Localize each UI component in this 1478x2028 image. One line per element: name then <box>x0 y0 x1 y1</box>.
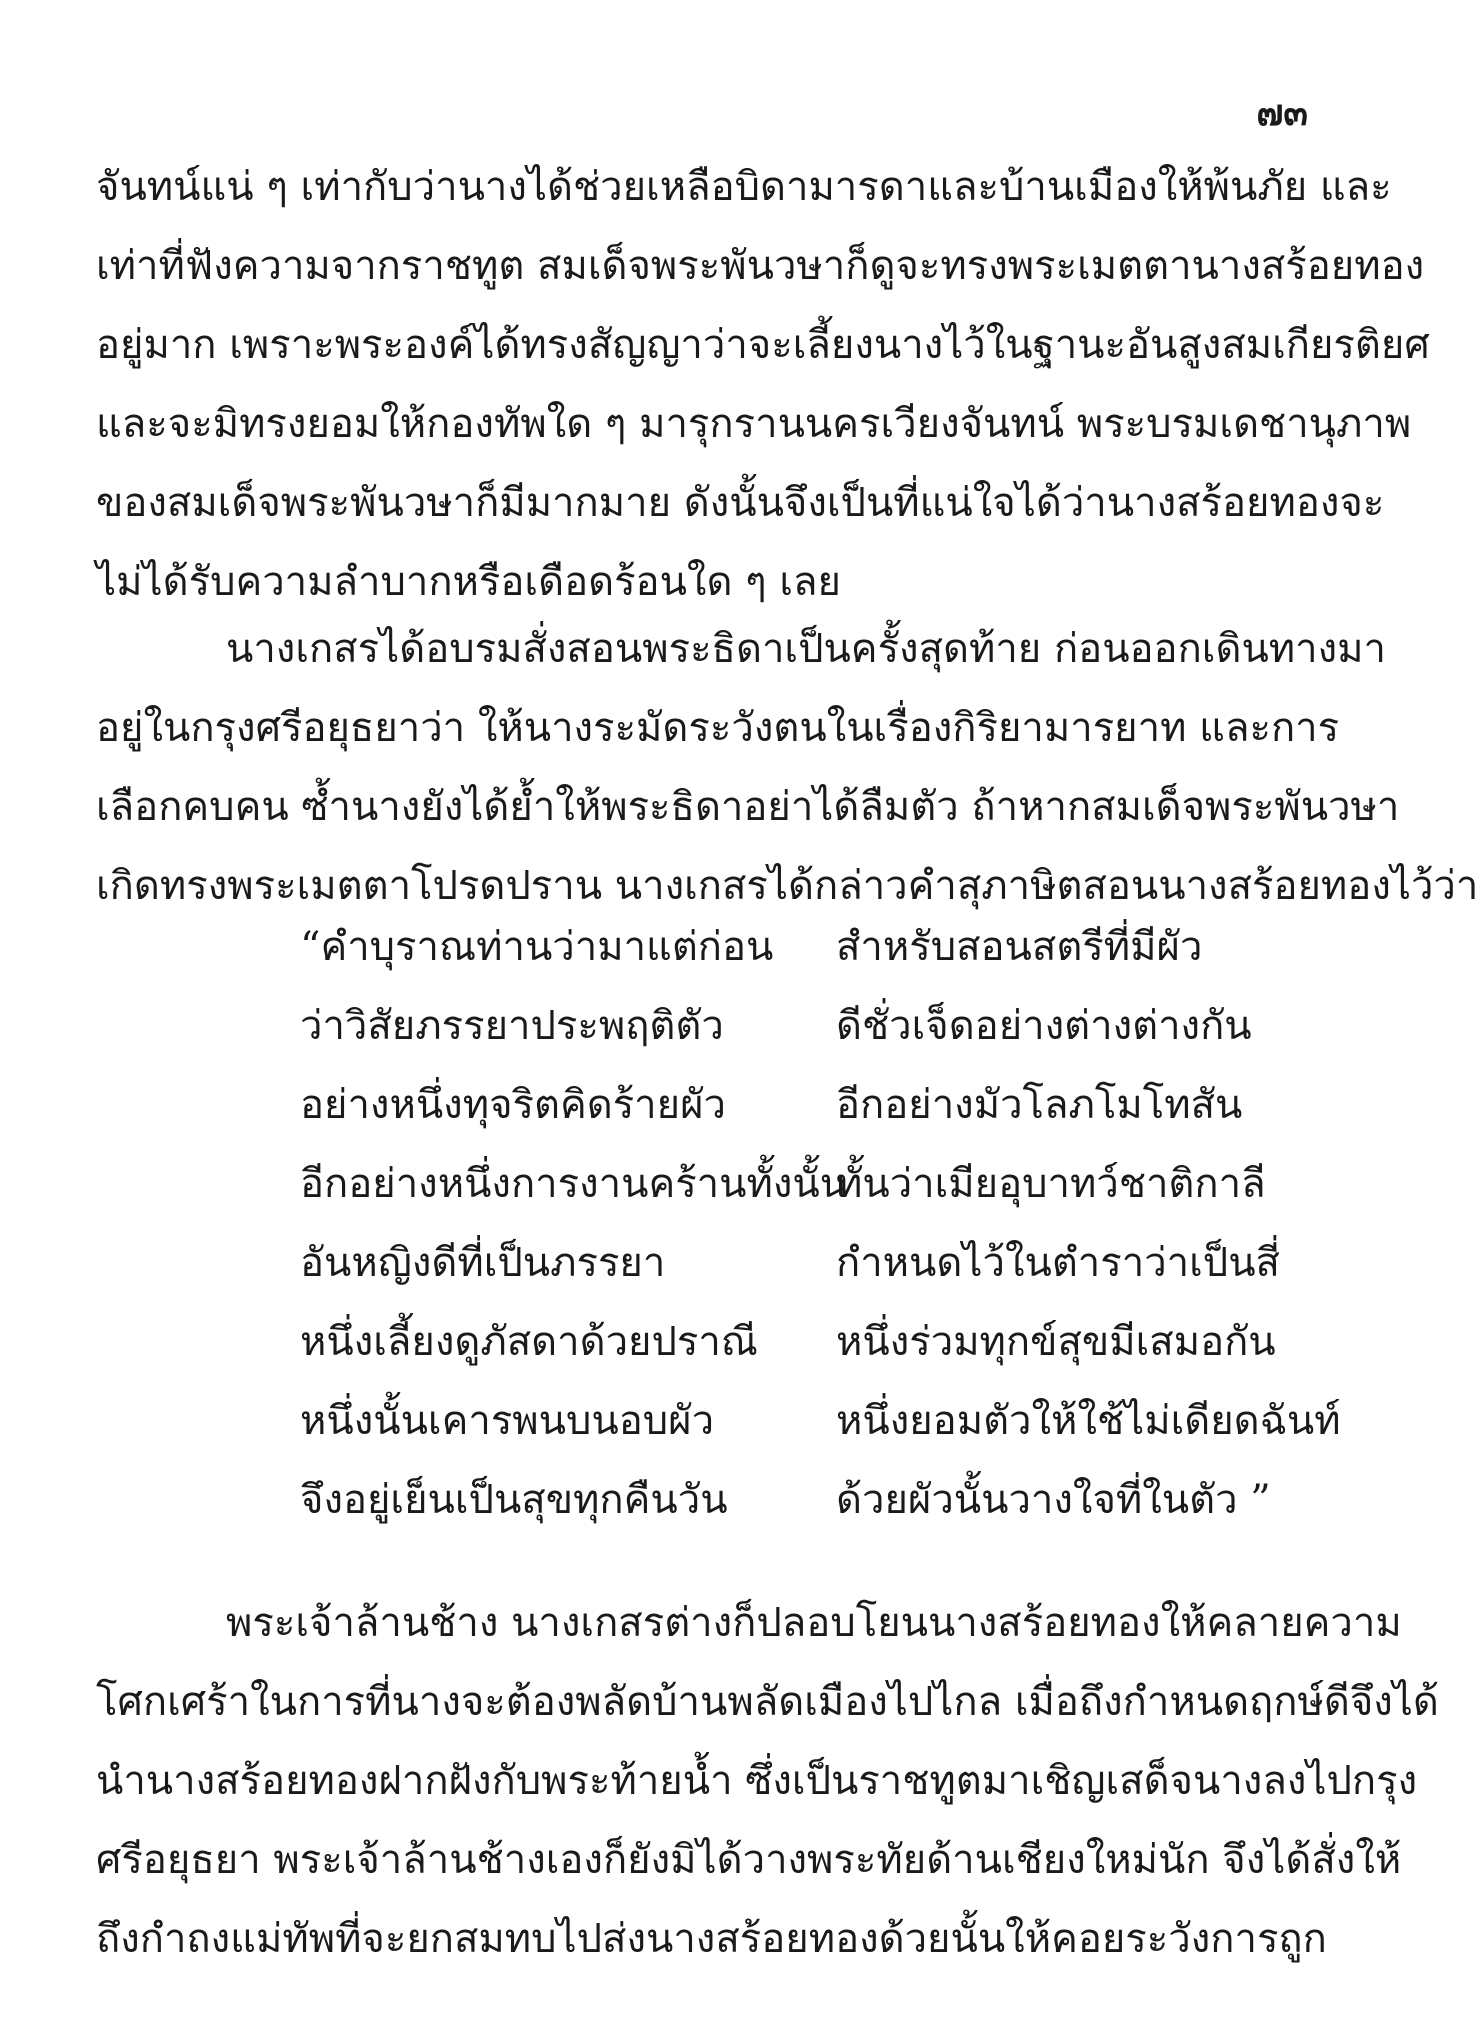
verse-block <box>300 906 1341 1538</box>
paragraph-2 <box>96 610 1478 926</box>
verse-second-half: ด้วยผัวนั้นวางใจที่ในตัว ” <box>836 1476 1271 1523</box>
verse-row <box>300 1380 1341 1459</box>
paragraph-line: ของสมเด็จพระพันวษาก็มีมากมาย ดังนั้นจึงเป็นที่แน่ใจได้ว่านางสร้อยทองจะ <box>96 480 1385 526</box>
verse-second-half: หนึ่งร่วมทุกข์สุขมีเสมอกัน <box>836 1318 1276 1365</box>
paragraph-line: เท่าที่ฟังความจากราชทูต สมเด็จพระพันวษาก็ดูจะทรงพระเมตตานางสร้อยทอง <box>96 243 1425 289</box>
verse-second-half: ดีชั่วเจ็ดอย่างต่างต่างกัน <box>836 1002 1252 1049</box>
paragraph-line: อยู่มาก เพราะพระองค์ได้ทรงสัญญาว่าจะเลี้ยงนางไว้ในฐานะอันสูงสมเกียรติยศ <box>96 322 1430 368</box>
verse-second-half: กำหนดไว้ในตำราว่าเป็นสี่ <box>836 1239 1280 1286</box>
paragraph-line: ไม่ได้รับความลำบากหรือเดือดร้อนใด ๆ เลย <box>96 559 841 605</box>
paragraph-line: นางเกสรได้อบรมสั่งสอนพระธิดาเป็นครั้งสุดท้าย ก่อนออกเดินทางมา <box>226 626 1386 672</box>
verse-second-half: หนึ่งยอมตัวให้ใช้ไม่เดียดฉันท์ <box>836 1397 1341 1444</box>
verse-row <box>300 1301 1320 1380</box>
verse-first-half: หนึ่งนั้นเคารพนบนอบผัว <box>300 1397 715 1444</box>
page-number: ๗๓ <box>1256 92 1308 134</box>
verse-first-half: จึงอยู่เย็นเป็นสุขทุกคืนวัน <box>300 1476 728 1523</box>
verse-row <box>300 1459 1320 1538</box>
paragraph-line: และจะมิทรงยอมให้กองทัพใด ๆ มารุกรานนครเวียงจันทน์ พระบรมเดชานุภาพ <box>96 401 1412 447</box>
verse-row <box>300 906 1320 985</box>
paragraph-line: พระเจ้าล้านช้าง นางเกสรต่างก็ปลอบโยนนางสร้อยทองให้คลายความ <box>226 1600 1402 1646</box>
paragraph-line: นำนางสร้อยทองฝากฝังกับพระท้ายน้ำ ซึ่งเป็นราชทูตมาเชิญเสด็จนางลงไปกรุง <box>96 1758 1418 1804</box>
verse-first-half: อย่างหนึ่งทุจริตคิดร้ายผัว <box>300 1081 726 1128</box>
verse-row <box>300 1143 1320 1222</box>
verse-row <box>300 1064 1320 1143</box>
paragraph-3 <box>96 1584 1439 1979</box>
paragraph-line: อยู่ในกรุงศรีอยุธยาว่า ให้นางระมัดระวังตนในเรื่องกิริยามารยาท และการ <box>96 705 1340 751</box>
paragraph-line: เลือกคบคน ซ้ำนางยังได้ย้ำให้พระธิดาอย่าได้ลืมตัว ถ้าหากสมเด็จพระพันวษา <box>96 784 1400 830</box>
verse-second-half: สำหรับสอนสตรีที่มีผัว <box>836 923 1203 970</box>
verse-second-half: ทั้นว่าเมียอุบาทว์ชาติกาลี <box>836 1160 1266 1207</box>
paragraph-line: ถึงกำถงแม่ทัพที่จะยกสมทบไปส่งนางสร้อยทองด้วยนั้นให้คอยระวังการถูก <box>96 1916 1327 1962</box>
verse-first-half: ว่าวิสัยภรรยาประพฤติตัว <box>300 1002 724 1049</box>
paragraph-line: โศกเศร้าในการที่นางจะต้องพลัดบ้านพลัดเมืองไปไกล เมื่อถึงกำหนดฤกษ์ดีจึงได้ <box>96 1679 1439 1725</box>
verse-second-half: อีกอย่างมัวโลภโมโทสัน <box>836 1081 1243 1128</box>
paragraph-1 <box>96 148 1430 622</box>
verse-row <box>300 985 1320 1064</box>
paragraph-line: ศรีอยุธยา พระเจ้าล้านช้างเองก็ยังมิได้วางพระทัยด้านเชียงใหม่นัก จึงได้สั่งให้ <box>96 1837 1402 1883</box>
verse-first-half: หนึ่งเลี้ยงดูภัสดาด้วยปราณี <box>300 1318 758 1365</box>
verse-first-half: “คำบุราณท่านว่ามาแต่ก่อน <box>300 923 774 970</box>
paragraph-line: เกิดทรงพระเมตตาโปรดปราน นางเกสรได้กล่าวคำสุภาษิตสอนนางสร้อยทองไว้ว่า <box>96 863 1478 909</box>
verse-first-half: อันหญิงดีที่เป็นภรรยา <box>300 1239 666 1286</box>
paragraph-line: จันทน์แน่ ๆ เท่ากับว่านางได้ช่วยเหลือบิดามารดาและบ้านเมืองให้พ้นภัย และ <box>96 164 1392 210</box>
verse-row <box>300 1222 1320 1301</box>
verse-first-half: อีกอย่างหนึ่งการงานคร้านทั้งนั้น <box>300 1160 848 1207</box>
